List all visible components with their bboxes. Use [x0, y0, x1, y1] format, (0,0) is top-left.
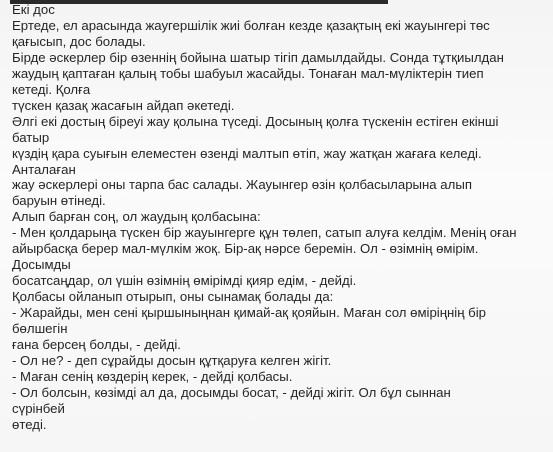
text-line: - Маған сенің көздерің керек, - дейді қолбасы. [12, 368, 293, 384]
story-title: Екі дос [12, 2, 55, 17]
text-line: Досымды [12, 257, 71, 273]
text-line: - Ол болсын, көзімді ал да, досымды босат, - дейді жігіт. Ол бұл сыннан [12, 384, 451, 400]
text-line: қағысып, дос болады. [12, 33, 146, 49]
text-line: күздің қара суығын елеместен өзенді малтып өтіп, жау жатқан жағаға келеді. [12, 145, 482, 161]
text-line: - Жарайды, мен сені қыршыныңнан қимай-ақ қояйын. Маған сол өміріңнің бір [12, 305, 486, 321]
text-line: Анталаған [12, 161, 76, 177]
text-line: - Ол не? - деп сұрайды досын құтқаруға келген жігіт. [12, 352, 332, 368]
text-line: баруын өтінеді. [12, 193, 106, 209]
text-line: Әлгі екі достың біреуі жау қолына түседі. Досының қолға түскенін естіген екінші [12, 113, 499, 129]
text-line: Қолбасы ойланып отырып, оны сынамақ болады да: [12, 289, 334, 305]
text-line: бөлшегін [12, 321, 68, 337]
text-line: жаудың қаптаған қалың тобы шабуыл жасайды. Тонаған мал-мүліктерін тиеп [12, 65, 484, 81]
text-line: босатсаңдар, ол үшін өзімнің өмірімді қияр едім, - дейді. [12, 273, 357, 289]
text-line: жау әскерлері оны тарпа бас салады. Жауынгер өзін қолбасыларына алып [12, 177, 472, 193]
text-line: Ертеде, ел арасында жаугершілік жиі болған кезде қазақтың екі жауынгері төс [12, 17, 490, 33]
story-text-block [12, 2, 547, 433]
text-line: Бірде әскерлер бір өзеннің бойына шатыр тігіп дамылдайды. Сонда тұтқиылдан [12, 49, 504, 65]
text-line: сүрінбей [12, 400, 65, 416]
text-line: батыр [12, 129, 50, 145]
text-line: кетеді. Қолға [12, 81, 91, 97]
text-line: айырбасқа берер мал-мүлкім жоқ. Бір-ақ нәрсе беремін. Ол - өзімнің өмірім. [12, 241, 479, 257]
text-line: өтеді. [12, 416, 47, 432]
text-line: - Мен қолдарыңа түскен бір жауынгерге құн төлеп, сатып алуға келдім. Менің оған [12, 225, 517, 241]
text-line: ғана берсең болды, - дейді. [12, 337, 181, 353]
text-line: Алып барған соң, ол жаудың қолбасына: [12, 209, 261, 225]
text-line: түскен қазақ жасағын айдап әкетеді. [12, 97, 235, 113]
